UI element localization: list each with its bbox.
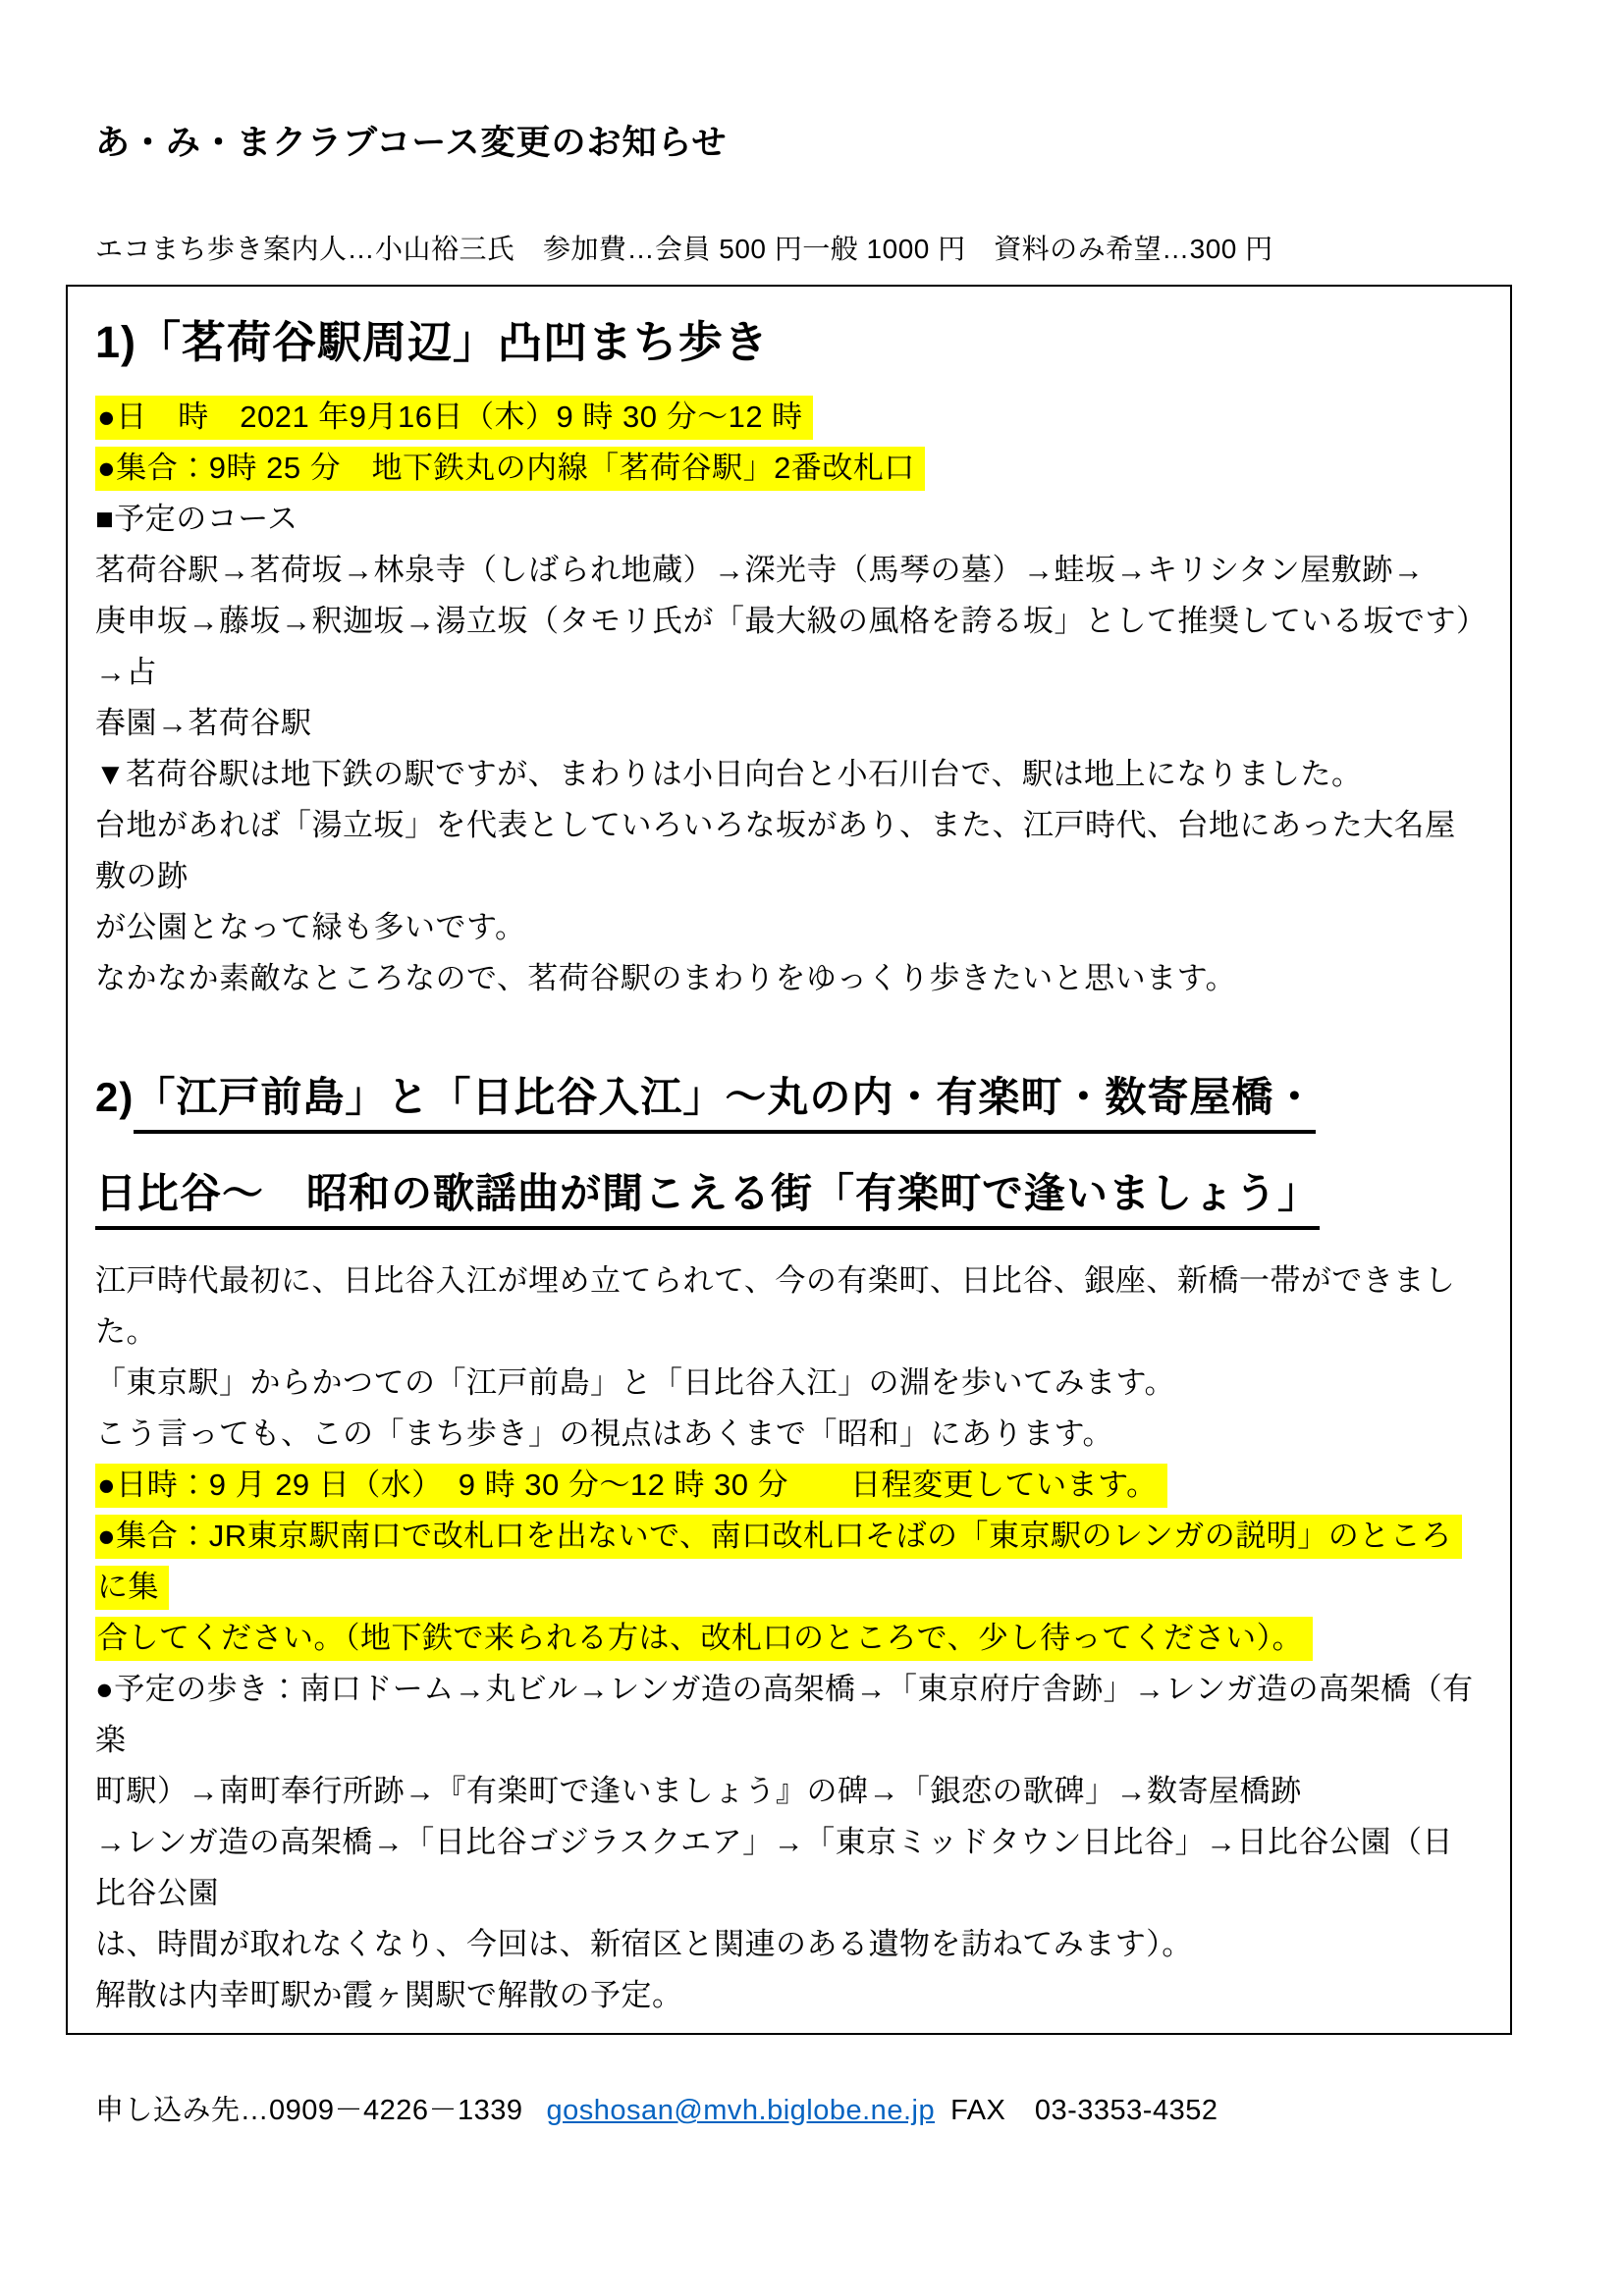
section1-datetime-line <box>95 392 1483 443</box>
description-line: が公園となって緑も多いです。 <box>95 910 526 944</box>
walk-line: ●予定の歩き：南口ドーム→丸ビル→レンガ造の高架橋→「東京府庁舎跡」→レンガ造の高架橋（有楽 <box>95 1672 1474 1757</box>
course-line: 春園→茗荷谷駅 <box>95 706 312 740</box>
highlight-meeting-2b: 合してください。（地下鉄で来られる方は、改札口のところで、少し待ってください）。 <box>95 1617 1313 1661</box>
section2-body <box>95 1255 1483 2021</box>
doc-title: あ・み・まクラブコース変更のお知らせ <box>95 124 728 162</box>
highlight-meeting: ●集合：9時 25 分 地下鉄丸の内線「茗荷谷駅」2番改札口 <box>95 447 925 491</box>
section2-meeting-line <box>95 1511 1483 1613</box>
section2-heading-prefix: 2) <box>95 1074 135 1120</box>
walk-line: →レンガ造の高架橋→「日比谷ゴジラスクエア」→「東京ミッドタウン日比谷」→日比谷公園（日比谷公園 <box>95 1825 1454 1910</box>
highlight-datetime-2: ●日時：9 月 29 日（水） 9 時 30 分～12 時 30 分 日程変更しています。 <box>95 1464 1167 1508</box>
contact-phone: 申し込み先…0909－4226－1339 <box>95 2095 523 2126</box>
contact-email-link[interactable]: goshosan@mvh.biglobe.ne.jp <box>546 2095 936 2126</box>
description-line: 台地があれば「湯立坂」を代表としていろいろな坂があり、また、江戸時代、台地にあった大名屋敷の跡 <box>95 808 1456 893</box>
description-line: ▼茗荷谷駅は地下鉄の駅ですが、まわりは小日向台と小石川台で、駅は地上になりました。 <box>95 757 1363 791</box>
walk-line: 解散は内幸町駅か霞ヶ関駅で解散の予定。 <box>95 1978 683 2012</box>
walk-line: 町駅）→南町奉行所跡→『有楽町で逢いましょう』の碑→「銀恋の歌碑」→数寄屋橋跡 <box>95 1774 1302 1808</box>
highlight-meeting-2a: ●集合：JR東京駅南口で改札口を出ないで、南口改札口そばの「東京駅のレンガの説明」のところに集 <box>95 1515 1462 1610</box>
section2-heading-line1 <box>95 1049 1483 1146</box>
events-box <box>66 285 1512 2035</box>
contact-fax: FAX 03-3353-4352 <box>950 2095 1218 2126</box>
intro-line: 「東京駅」からかつての「江戸前島」と「日比谷入江」の淵を歩いてみます。 <box>95 1365 1176 1400</box>
section2-datetime-line <box>95 1460 1483 1511</box>
intro-line: 江戸時代最初に、日比谷入江が埋め立てられて、今の有楽町、日比谷、銀座、新橋一帯ができました。 <box>95 1263 1456 1349</box>
section-1 <box>95 306 1483 1004</box>
section-2 <box>95 1049 1483 2021</box>
section2-heading-line2 <box>95 1146 1483 1242</box>
application-contact-line <box>95 2088 1623 2128</box>
walk-line: は、時間が取れなくなり、今回は、新宿区と関連のある遺物を訪ねてみます）。 <box>95 1927 1193 1961</box>
section2-meeting-line <box>95 1613 1483 1664</box>
section1-heading: 1)「茗荷谷駅周辺」凸凹まち歩き <box>95 317 770 367</box>
intro-line: こう言っても、この「まち歩き」の視点はあくまで「昭和」にあります。 <box>95 1416 1114 1451</box>
course-line: 庚申坂→藤坂→釈迦坂→湯立坂（タモリ氏が「最大級の風格を誇る坂」として推奨している坂です）→占 <box>95 604 1472 689</box>
course-line: 茗荷谷駅→茗荷坂→林泉寺（しばられ地蔵）→深光寺（馬琴の墓）→蛙坂→キリシタン屋敷跡→ <box>95 553 1425 587</box>
section1-meeting-line <box>95 443 1483 494</box>
guide-fee-line: エコまち歩き案内人…小山裕三氏 参加費…会員 500 円一般 1000 円 資料のみ希望…300 円 <box>95 234 1273 264</box>
description-line: なかなか素敵なところなので、茗荷谷駅のまわりをゆっくり歩きたいと思います。 <box>95 961 1237 995</box>
section2-heading-underlined-1: 「江戸前島」と「日比谷入江」～丸の内・有楽町・数寄屋橋・ <box>134 1074 1316 1134</box>
section2-heading-underlined-2: 日比谷～ 昭和の歌謡曲が聞こえる街「有楽町で逢いましょう」 <box>95 1170 1320 1230</box>
highlight-datetime: ●日 時 2021 年9月16日（木）9 時 30 分～12 時 <box>95 396 813 440</box>
section1-course-label: ■予定のコース <box>95 502 298 536</box>
